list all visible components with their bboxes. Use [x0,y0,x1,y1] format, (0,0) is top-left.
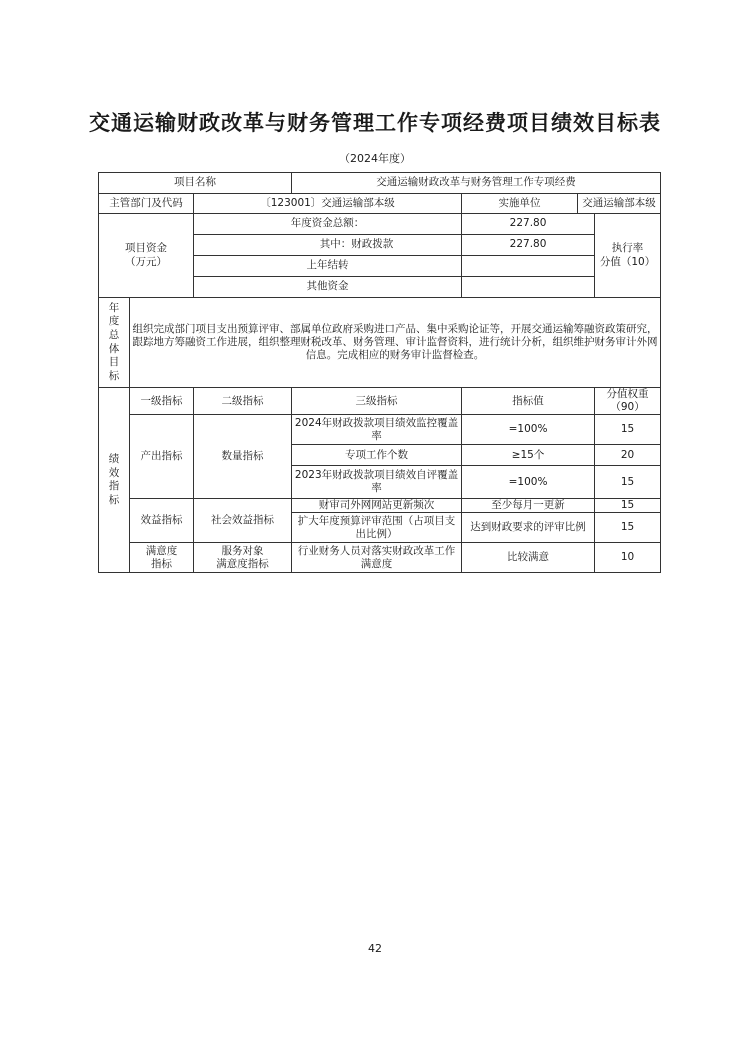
annual-goal-text: 组织完成部门项目支出预算评审、部属单位政府采购进口产品、集中采购论证等，开展交通运输筹融资政策研究，跟踪地方筹融资工作进展，组织整理财税改革、财务管理、审计监督资料，进行统计分析，组织维护财务审计外网信息。完成相应的财务审计监督检查。 [130,298,661,388]
table-row [99,543,661,573]
output-indicator-label: 产出指标 [130,415,194,499]
carryover-label: 上年结转 [194,256,462,277]
performance-target-table [98,172,661,573]
indicator-weight: 15 [595,415,661,445]
project-name-row [99,173,661,194]
department-label: 主管部门及代码 [99,194,194,214]
project-name-value: 交通运输财政改革与财务管理工作专项经费 [292,173,661,194]
indicator-level3: 财审司外网网站更新频次 [292,499,462,513]
header-level1: 一级指标 [130,388,194,415]
indicator-weight: 15 [595,513,661,543]
funds-total-label: 年度资金总额： [194,214,462,235]
benefit-indicator-label: 效益指标 [130,499,194,543]
page-title: 交通运输财政改革与财务管理工作专项经费项目绩效目标表 [89,111,661,135]
indicator-level3: 专项工作个数 [292,445,462,466]
indicator-value: 达到财政要求的评审比例 [462,513,595,543]
implementing-unit-label: 实施单位 [462,194,578,214]
service-satisfaction-indicator-label: 服务对象 满意度指标 [194,543,292,573]
indicator-value: ≥15个 [462,445,595,466]
indicator-header-row [99,388,661,415]
indicator-weight: 15 [595,499,661,513]
carryover-value [462,256,595,277]
indicator-value: 比较满意 [462,543,595,573]
fiscal-appropriation-value: 227.80 [462,235,595,256]
other-funds-label: 其他资金 [194,277,462,298]
indicator-level3: 扩大年度预算评审范围（占项目支出比例） [292,513,462,543]
department-row [99,194,661,214]
performance-indicators-label: 绩效指标 [99,388,130,573]
indicator-level3: 2024年财政拨款项目绩效监控覆盖率 [292,415,462,445]
indicator-value: 至少每月一更新 [462,499,595,513]
social-benefit-indicator-label: 社会效益指标 [194,499,292,543]
table-row [99,415,661,445]
indicator-weight: 20 [595,445,661,466]
page-number: 42 [368,942,382,955]
indicator-level3: 行业财务人员对落实财政改革工作满意度 [292,543,462,573]
implementing-unit-value: 交通运输部本级 [578,194,661,214]
indicator-value: =100% [462,466,595,499]
quantity-indicator-label: 数量指标 [194,415,292,499]
indicator-level3: 2023年财政拨款项目绩效自评覆盖率 [292,466,462,499]
header-level2: 二级指标 [194,388,292,415]
indicator-weight: 10 [595,543,661,573]
header-level3: 三级指标 [292,388,462,415]
table-row [99,499,661,513]
fiscal-year: （2024年度） [339,152,411,165]
funds-total-row [99,214,661,235]
project-name-label: 项目名称 [99,173,292,194]
project-funds-label: 项目资金 （万元） [99,214,194,298]
execution-rate-score: 执行率 分值（10） [595,214,661,298]
fiscal-appropriation-label: 其中：财政拨款 [194,235,462,256]
funds-total-value: 227.80 [462,214,595,235]
other-funds-value [462,277,595,298]
indicator-value: =100% [462,415,595,445]
department-value: 〔123001〕交通运输部本级 [194,194,462,214]
annual-goal-row [99,298,661,388]
header-weight: 分值权重 （90） [595,388,661,415]
annual-goal-label: 年度总体目标 [99,298,130,388]
indicator-weight: 15 [595,466,661,499]
satisfaction-indicator-label: 满意度 指标 [130,543,194,573]
header-value: 指标值 [462,388,595,415]
